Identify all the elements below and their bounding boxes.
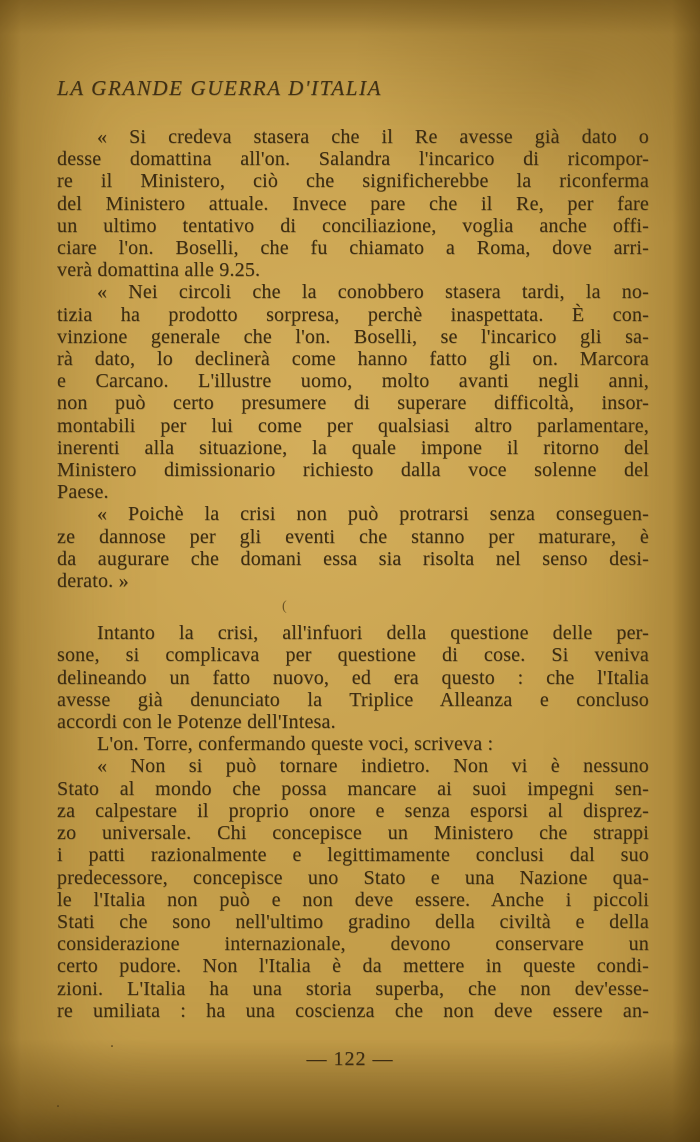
text-line: le l'Italia non può e non deve essere. Anche i piccoli [57, 888, 649, 911]
paragraph [57, 126, 649, 281]
text-line: da augurare che domani essa sia risolta nel senso desi- [57, 547, 649, 570]
text-line: Stato al mondo che possa mancare ai suoi impegni sen- [57, 777, 649, 800]
text-line: ciare l'on. Boselli, che fu chiamato a Roma, dove arri- [57, 237, 649, 260]
text-line: sone, si complicava per questione di cose. Si veniva [57, 644, 649, 667]
page-number: — 122 — [306, 1048, 394, 1070]
text-line: desse domattina all'on. Salandra l'incarico di ricompor- [57, 148, 649, 171]
text-line: avesse già denunciato la Triplice Alleanza e concluso [57, 688, 649, 711]
paragraph [57, 733, 649, 755]
text-line: Stati che sono nell'ultimo gradino della civiltà e della [57, 910, 649, 933]
text-line: « Poichè la crisi non può protrarsi senza conseguen- [97, 503, 649, 526]
print-artifact-paren: ( [282, 599, 287, 614]
text-line: accordi con le Potenze dell'Intesa. [57, 711, 336, 734]
text-line: re il Ministero, ciò che significherebbe la riconferma [57, 170, 649, 193]
text-line: zioni. L'Italia ha una storia superba, che non dev'esse- [57, 977, 649, 1000]
text-line: verà domattina alle 9.25. [57, 259, 261, 282]
text-line: inerenti alla situazione, la quale impone il ritorno del [57, 436, 649, 459]
text-line: Paese. [57, 481, 109, 504]
paragraph [57, 281, 649, 503]
running-head: LA GRANDE GUERRA D'ITALIA [57, 76, 383, 100]
text-line: derato. » [57, 570, 129, 593]
paragraph [57, 503, 649, 592]
print-artifact-dot: . [110, 1034, 114, 1051]
text-line: « Non si può tornare indietro. Non vi è nessuno [97, 755, 649, 778]
text-line: i patti razionalmente e legittimamente conclusi dal suo [57, 844, 649, 867]
text-line: non può certo presumere di superare difficoltà, insor- [57, 392, 649, 415]
text-line: « Si credeva stasera che il Re avesse già dato o [97, 126, 649, 148]
text-line: Intanto la crisi, all'infuori della questione delle per- [97, 622, 649, 645]
paragraph-gap [57, 592, 649, 622]
text-line: re umiliata : ha una coscienza che non deve essere an- [57, 999, 649, 1022]
text-line: « Nei circoli che la conobbero stasera tardi, la no- [97, 281, 649, 304]
text-line: L'on. Torre, confermando queste voci, scriveva : [97, 733, 494, 756]
text-line: rà dato, lo declinerà come hanno fatto gli on. Marcora [57, 348, 649, 371]
paragraph [57, 755, 649, 1021]
paragraph [57, 622, 649, 733]
print-artifact-corner-dot: . [56, 1094, 60, 1111]
text-line: delineando un fatto nuovo, ed era questo : che l'Italia [57, 666, 649, 689]
text-line: un ultimo tentativo di conciliazione, voglia anche offi- [57, 214, 649, 237]
text-line: e Carcano. L'illustre uomo, molto avanti negli anni, [57, 370, 649, 393]
text-line: considerazione internazionale, devono conservare un [57, 933, 649, 956]
text-line: tizia ha prodotto sorpresa, perchè inaspettata. È con- [57, 303, 649, 326]
text-line: zo universale. Chi concepisce un Ministero che strappi [57, 822, 649, 845]
text-line: montabili per lui come per qualsiasi altro parlamentare, [57, 414, 649, 437]
text-line: predecessore, concepisce uno Stato e una Nazione qua- [57, 866, 649, 889]
page-body [57, 126, 649, 1022]
text-line: Ministero dimissionario richiesto dalla voce solenne del [57, 459, 649, 482]
text-line: za calpestare il proprio onore e senza esporsi al disprez- [57, 799, 649, 822]
text-line: certo pudore. Non l'Italia è da mettere in queste condi- [57, 955, 649, 978]
text-line: vinzione generale che l'on. Boselli, se l'incarico gli sa- [57, 325, 649, 348]
text-line: ze dannose per gli eventi che stanno per maturare, è [57, 525, 649, 548]
text-line: del Ministero attuale. Invece pare che il Re, per fare [57, 192, 649, 215]
